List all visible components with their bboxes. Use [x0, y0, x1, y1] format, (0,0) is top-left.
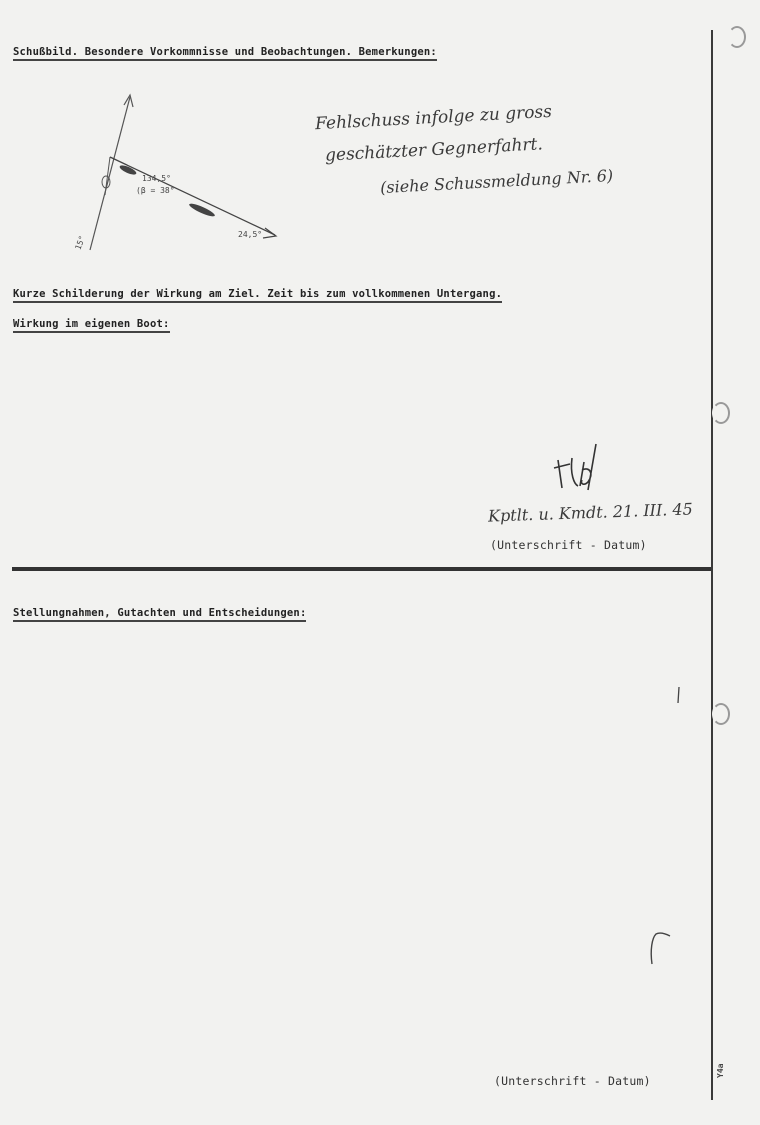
- shot-heading: Schußbild. Besondere Vorkommnisse und Beobachtungen. Bemerkungen:: [13, 46, 437, 61]
- margin-rule: [711, 30, 713, 1100]
- shot-sketch: [70, 85, 290, 265]
- own-boat-heading: Wirkung im eigenen Boot:: [13, 318, 170, 333]
- stray-mark-2: [648, 928, 674, 968]
- sketch-line-north: [90, 97, 130, 250]
- stray-mark-1: [675, 685, 683, 705]
- sketch-ship-2: [188, 202, 216, 219]
- effect-heading: Kurze Schilderung der Wirkung am Ziel. Zeit bis zum vollkommenen Untergang.: [13, 288, 502, 303]
- section-divider: [12, 567, 713, 571]
- sketch-label-bottom-left: 15°: [73, 234, 87, 252]
- signature-caption-2: (Unterschrift - Datum): [494, 1074, 651, 1088]
- sketch-line-target: [110, 157, 275, 235]
- sketch-label-angle: 134,5°: [142, 174, 171, 183]
- signature-mark: [548, 440, 608, 500]
- sketch-label-bottom-right: 24,5°: [238, 230, 263, 239]
- handwritten-line-2: geschätzter Gegnerfahrt.: [324, 134, 544, 166]
- statements-heading: Stellungnahmen, Gutachten und Entscheidungen:: [13, 607, 306, 622]
- punch-hole-1: [728, 26, 746, 48]
- sketch-label-beta: (β = 38°: [136, 186, 175, 195]
- signature-text-1: Kptlt. u. Kmdt. 21. III. 45: [487, 499, 694, 526]
- signature-caption-1: (Unterschrift - Datum): [490, 538, 647, 552]
- handwritten-line-1: Fehlschuss infolge zu gross: [314, 101, 553, 135]
- punch-hole-3: [712, 703, 730, 725]
- punch-hole-2: [712, 402, 730, 424]
- handwritten-line-3: (siehe Schussmeldung Nr. 6): [379, 165, 614, 198]
- margin-code: Y4a: [716, 1063, 725, 1078]
